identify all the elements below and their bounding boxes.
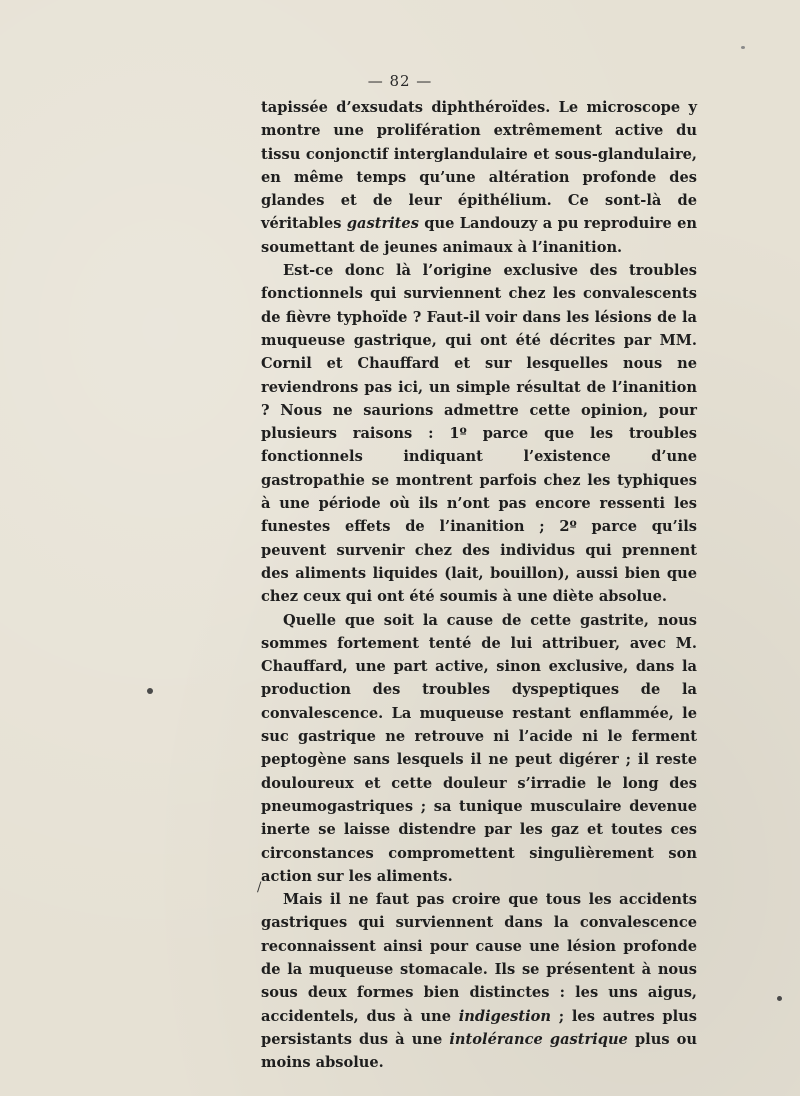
ink-spot-right bbox=[777, 996, 782, 1001]
paragraph-4 bbox=[261, 888, 697, 1074]
paragraph-3-part-1: Quelle que soit la cause de cette gastrite, nous sommes fortement tenté de lui attribuer, avec M. Chauffard, une part active, sinon exclusive, dans la production des troubles dyspeptiques de la convalescence. La muqueuse restant enflammée, le suc gastrique ne retrouve ni l’acide ni le ferment peptogène sans lesquels il ne peut digérer ; il reste douloureux et cette douleur s’irradie le long des pneumogastriques ; sa tunique musculaire devenue inerte se laisse distendre par les gaz et toutes ces circonstances compromettent singulièrement son action sur les aliments. bbox=[261, 611, 697, 885]
paragraph-4-part-3: ; les autres plus persistants dus à une bbox=[261, 1007, 697, 1048]
ink-spot-top bbox=[741, 46, 745, 49]
stray-ink-mark: / bbox=[257, 880, 262, 895]
paragraph-1-part-1: tapissée d’exsudats diphthéroïdes. Le microscope y montre une prolifération extrêmement active du tissu conjonctif interglandulaire et sous-glandulaire, en même temps qu’une altération profonde des glandes et de leur épithélium. Ce sont-là de véritables bbox=[261, 99, 697, 233]
page-number: — 82 — bbox=[367, 72, 433, 90]
paragraph-4-part-1: Mais il ne faut pas croire que tous les accidents gastriques qui surviennent dans la convalescence reconnaissent ainsi pour cause une lésion profonde de la muqueuse stomacale. Ils se présentent à nous sous deux formes bien distinctes : les uns aigus, accidentels, dus à une bbox=[261, 891, 697, 1025]
paragraph-1 bbox=[261, 96, 697, 259]
paragraph-2-part-1: Est-ce donc là l’origine exclusive des troubles fonctionnels qui surviennent chez les convalescents de fièvre typhoïde ? Faut-il voir dans les lésions de la muqueuse gastrique, qui ont été décrites par MM. Cornil et Chauffard et sur lesquelles nous ne reviendrons pas ici, un simple résultat de l’inanition ? Nous ne saurions admettre cette opinion, pour plusieurs raisons : 1º parce que les troubles fonctionnels indiquant l’existence d’une gastropathie se montrent parfois chez les typhiques à une période où ils n’ont pas encore ressenti les funestes effets de l’inanition ; 2º parce qu’ils peuvent survenir chez des individus qui prennent des aliments liquides (lait, bouillon), aussi bien que chez ceux qui ont été soumis à une diète absolue. bbox=[261, 262, 697, 606]
term-gastrites: gastrites bbox=[346, 215, 419, 233]
ink-spot-left bbox=[147, 688, 153, 694]
body-text bbox=[261, 96, 697, 1074]
paragraph-3 bbox=[261, 609, 697, 889]
paragraph-1-part-3: que Landouzy a pu reproduire en soumettant de jeunes animaux à l’inanition. bbox=[261, 215, 698, 256]
term-intolerance-gastrique: intolérance gastrique bbox=[449, 1030, 628, 1048]
term-indigestion: indigestion bbox=[458, 1007, 551, 1025]
paragraph-4-part-5: plus ou moins absolue. bbox=[261, 1030, 697, 1072]
paragraph-2 bbox=[261, 259, 697, 608]
